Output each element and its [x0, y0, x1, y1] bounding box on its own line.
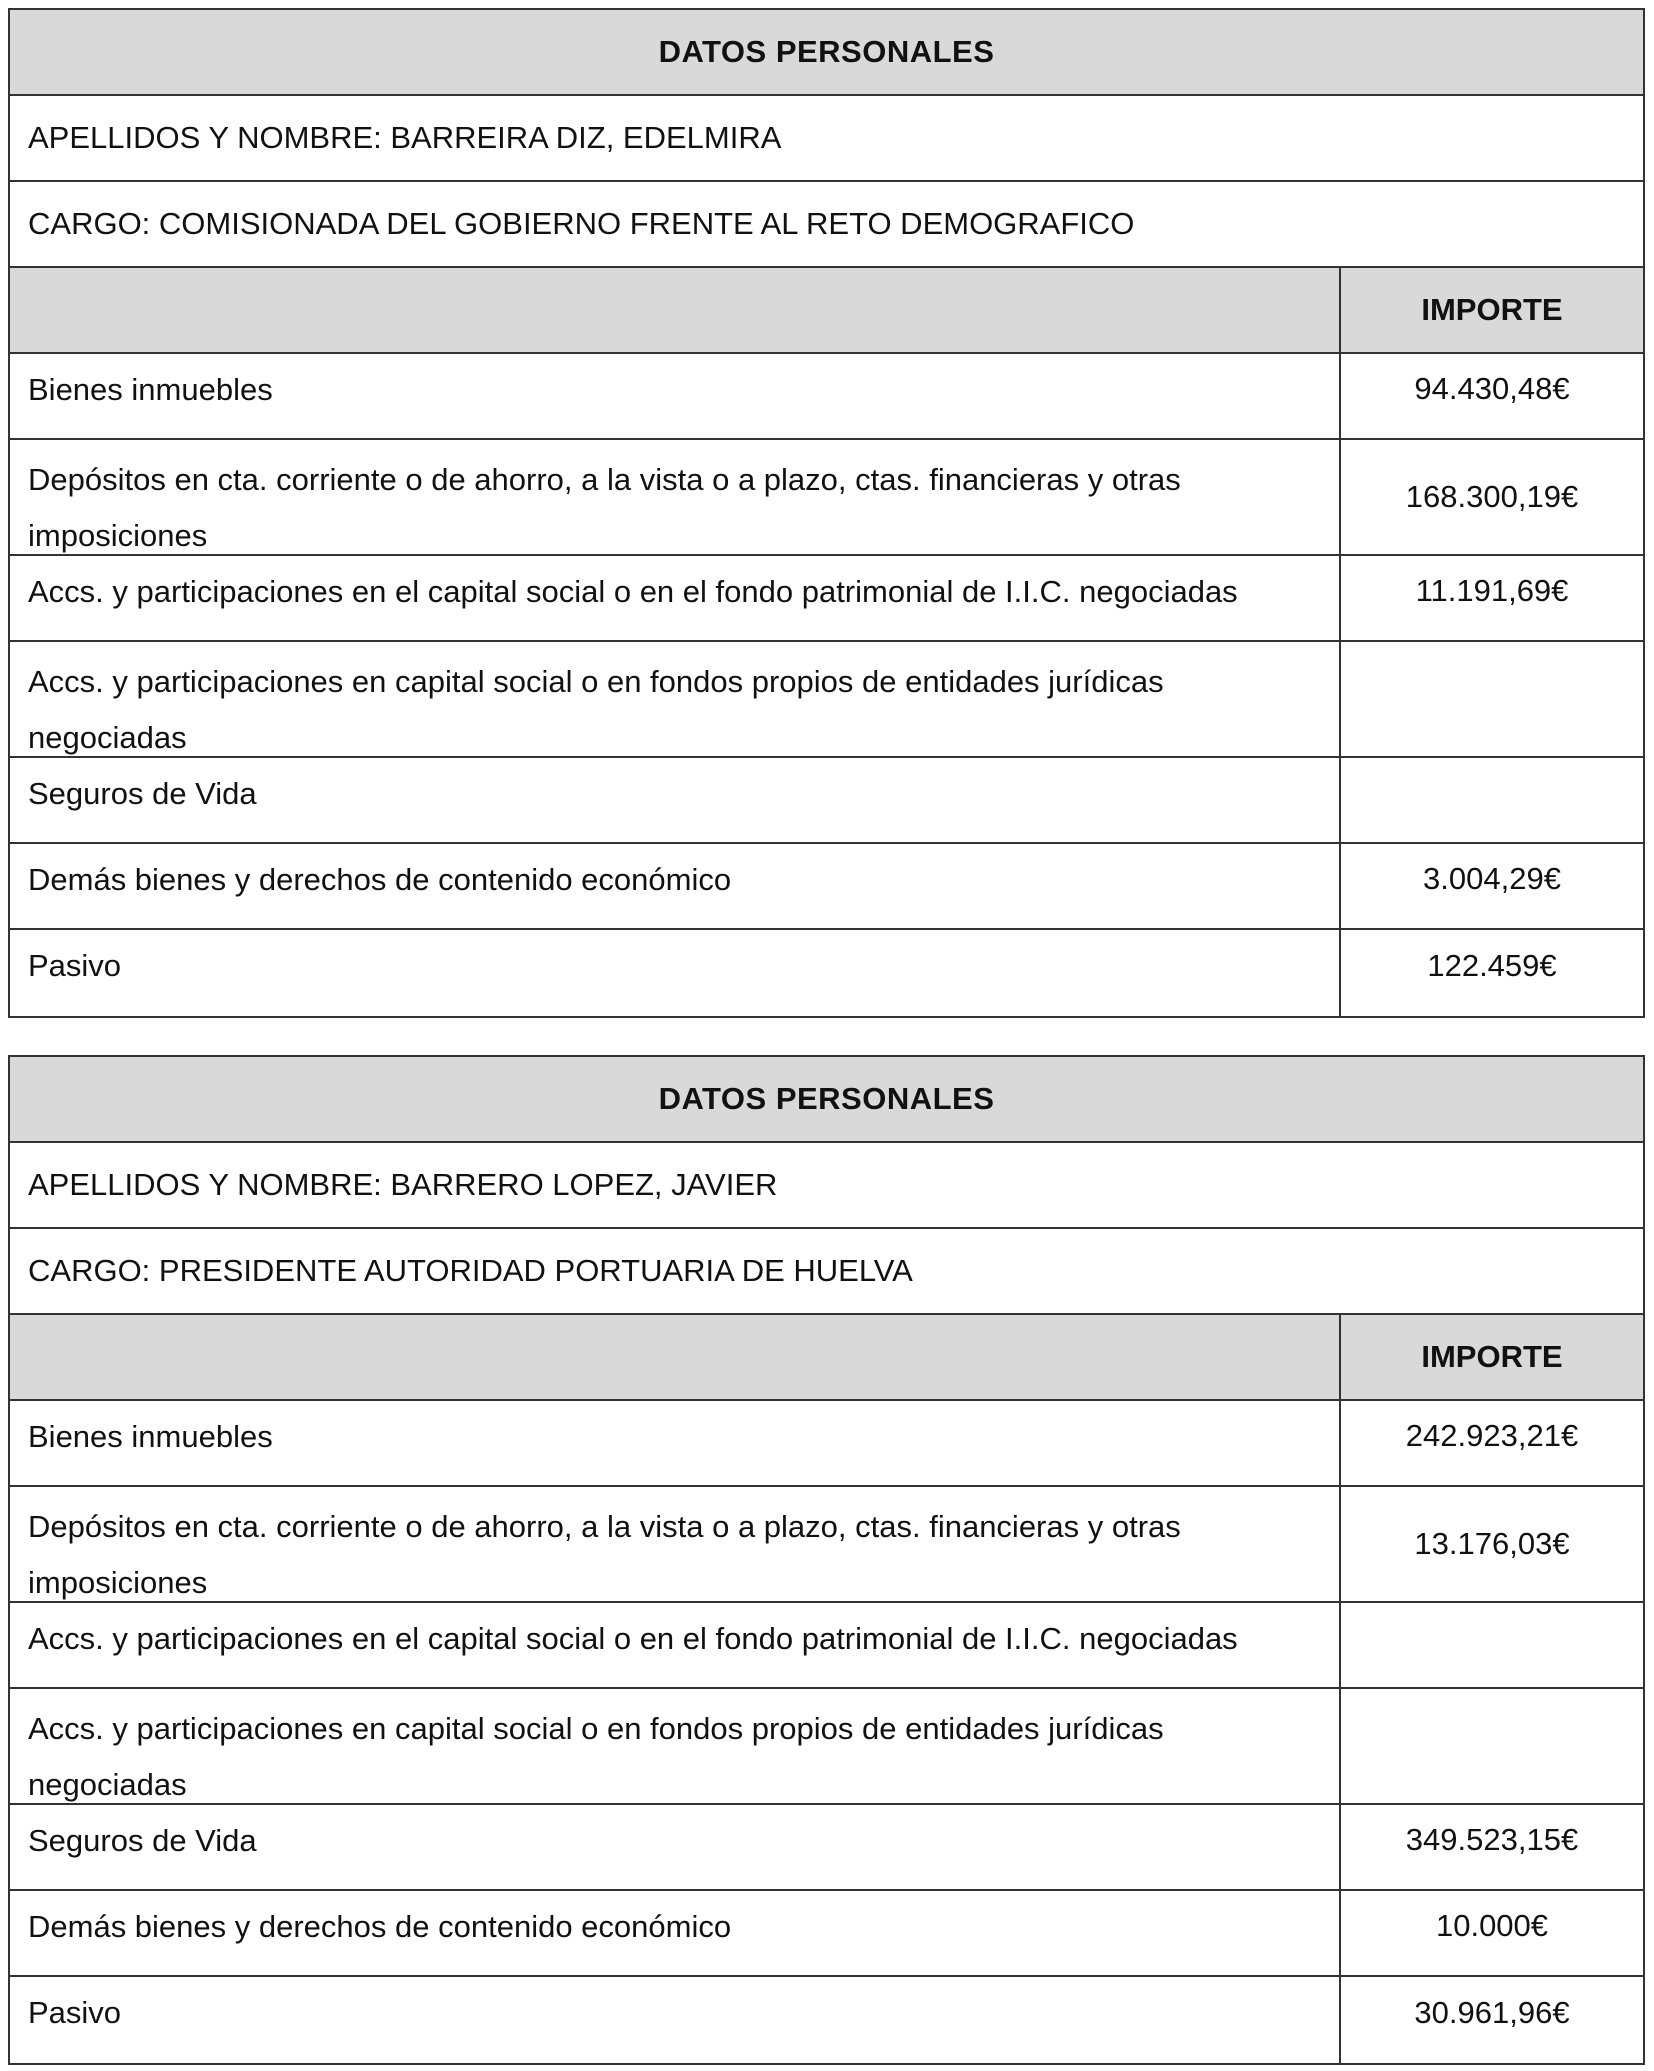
- table-row: [10, 1891, 1643, 1977]
- table-row: [10, 758, 1643, 844]
- column-header-row: [10, 268, 1643, 354]
- cargo-row: [10, 182, 1643, 268]
- cargo-text: CARGO: COMISIONADA DEL GOBIERNO FRENTE AL RETO DEMOGRAFICO: [28, 206, 1135, 241]
- table-row: [10, 1805, 1643, 1891]
- row-value: 30.961,96€: [1414, 1995, 1570, 2030]
- row-label: Bienes inmuebles: [10, 354, 1341, 438]
- table-row: [10, 440, 1643, 556]
- personal-data-table: [8, 1055, 1645, 2065]
- row-value: 168.300,19€: [1405, 479, 1579, 514]
- column-header-importe: IMPORTE: [1341, 268, 1643, 352]
- row-value: 122.459€: [1427, 948, 1557, 983]
- table-header-row: [10, 1057, 1643, 1143]
- row-label: Demás bienes y derechos de contenido económico: [10, 844, 1341, 928]
- column-header-empty: [10, 268, 1341, 352]
- row-value: 11.191,69€: [1415, 573, 1569, 608]
- table-row: [10, 1487, 1643, 1603]
- table-row: [10, 844, 1643, 930]
- row-label: Pasivo: [10, 930, 1341, 1016]
- table-row: [10, 1603, 1643, 1689]
- name-text: APELLIDOS Y NOMBRE: BARREIRA DIZ, EDELMIRA: [28, 120, 782, 155]
- table-row: [10, 930, 1643, 1016]
- row-value: 3.004,29€: [1423, 861, 1561, 896]
- row-value: 94.430,48€: [1414, 371, 1570, 406]
- table-row: [10, 354, 1643, 440]
- table-row: [10, 642, 1643, 758]
- row-label: Demás bienes y derechos de contenido económico: [10, 1891, 1341, 1975]
- personal-data-table: [8, 8, 1645, 1018]
- table-row: [10, 1689, 1643, 1805]
- table-row: [10, 556, 1643, 642]
- column-header-empty: [10, 1315, 1341, 1399]
- row-label: Depósitos en cta. corriente o de ahorro, a la vista o a plazo, ctas. financieras y otras imposiciones: [10, 440, 1341, 554]
- row-value: [1341, 1603, 1643, 1687]
- row-label: Accs. y participaciones en capital social o en fondos propios de entidades jurídicas negociadas: [10, 642, 1341, 756]
- row-value: [1341, 758, 1643, 842]
- row-label: Seguros de Vida: [10, 1805, 1341, 1889]
- row-label: Seguros de Vida: [10, 758, 1341, 842]
- table-row: [10, 1401, 1643, 1487]
- cargo-row: [10, 1229, 1643, 1315]
- row-label: Pasivo: [10, 1977, 1341, 2063]
- table-row: [10, 1977, 1643, 2063]
- row-label: Bienes inmuebles: [10, 1401, 1341, 1485]
- table-title: DATOS PERSONALES: [658, 34, 995, 69]
- row-value: [1341, 1689, 1643, 1803]
- column-header-row: [10, 1315, 1643, 1401]
- row-label: Accs. y participaciones en el capital social o en el fondo patrimonial de I.I.C. negociadas: [10, 556, 1341, 640]
- cargo-text: CARGO: PRESIDENTE AUTORIDAD PORTUARIA DE HUELVA: [28, 1253, 913, 1288]
- name-text: APELLIDOS Y NOMBRE: BARRERO LOPEZ, JAVIER: [28, 1167, 778, 1202]
- row-value: 349.523,15€: [1405, 1822, 1579, 1857]
- row-label: Accs. y participaciones en capital social o en fondos propios de entidades jurídicas negociadas: [10, 1689, 1341, 1803]
- column-header-importe: IMPORTE: [1341, 1315, 1643, 1399]
- name-row: [10, 96, 1643, 182]
- name-row: [10, 1143, 1643, 1229]
- table-title: DATOS PERSONALES: [658, 1081, 995, 1116]
- row-value: 13.176,03€: [1414, 1526, 1570, 1561]
- row-value: 242.923,21€: [1405, 1418, 1579, 1453]
- row-label: Depósitos en cta. corriente o de ahorro, a la vista o a plazo, ctas. financieras y otras imposiciones: [10, 1487, 1341, 1601]
- row-value: [1341, 642, 1643, 756]
- row-value: 10.000€: [1435, 1908, 1549, 1943]
- table-header-row: [10, 10, 1643, 96]
- row-label: Accs. y participaciones en el capital social o en el fondo patrimonial de I.I.C. negociadas: [10, 1603, 1341, 1687]
